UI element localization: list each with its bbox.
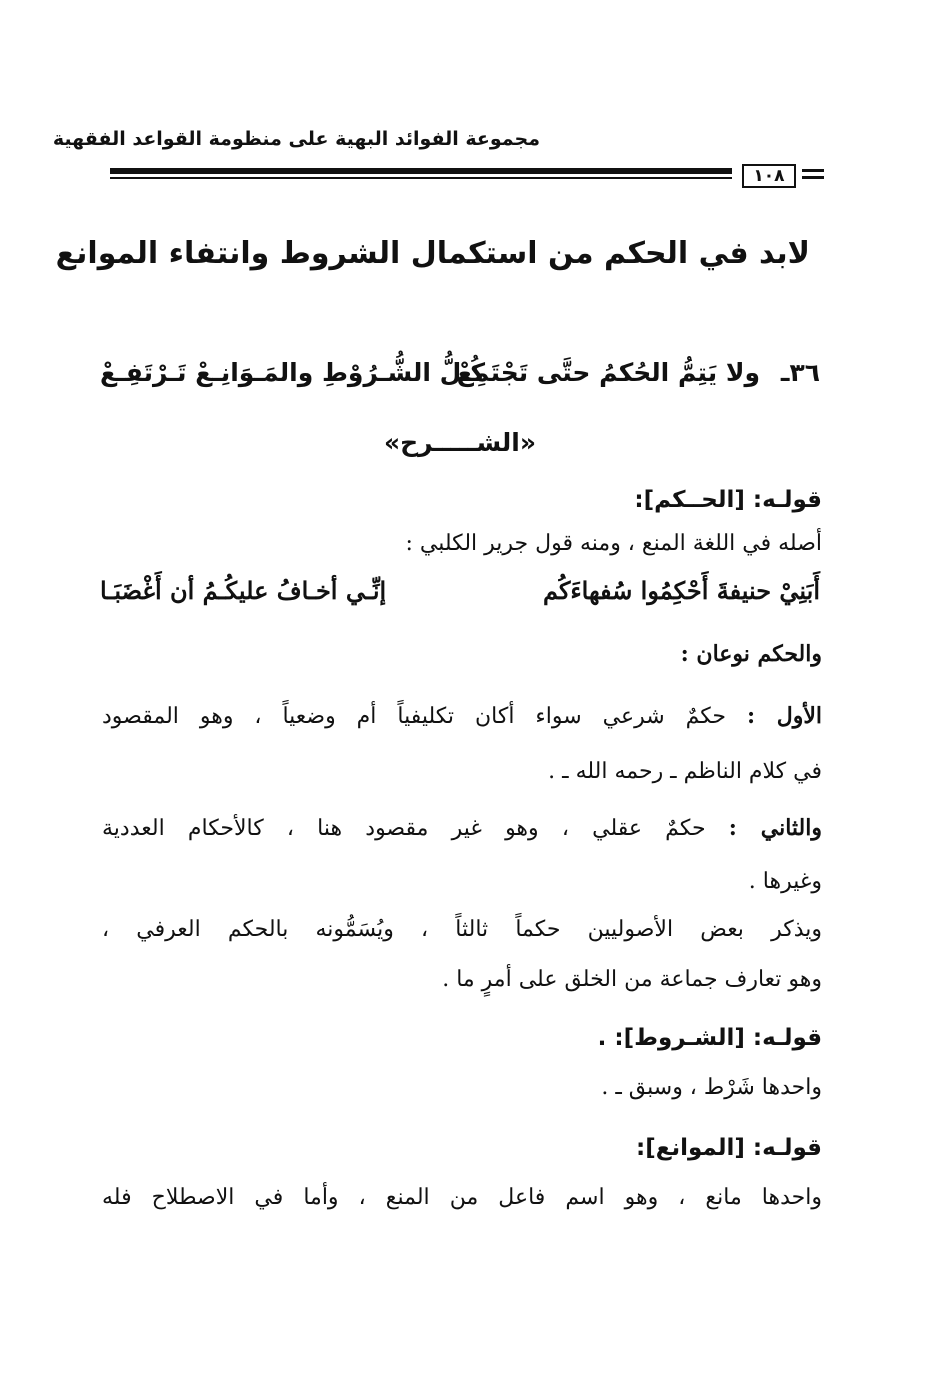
verse-hemistich-first: ولا يَتِمُّ الحُكمُ حتَّى تَجْتَمِعْ [456,358,760,387]
paragraph-line [102,700,822,733]
page-number-box: ١٠٨ [742,164,796,188]
poem-hemistich-second: إنِّـي أخـافُ عليكُـمُ أن أَغْضَبَـا [100,576,387,605]
running-header-title: مجموعة الفوائد البهية على منظومة القواعد الفقهية [52,128,540,150]
section-heading-hukm: قولـه: [الحــكم]: [634,487,822,513]
section-heading-mawani: قولـه: [الموانع]: [636,1135,822,1161]
header-rule-thin-line [110,177,732,179]
sharh-heading: «الشـــــرح» [384,428,536,457]
poem-verse [100,576,820,616]
paragraph-line: ويذكر بعض الأصوليين حكماً ثالثاً ، ويُسَمُّونه بالحكم العرفي ، [102,917,822,942]
verse-hemistich-second: كُـلُّ الشُّـرُوْطِ والمَـوَانِـعْ تَـرْتَفِـعْ [100,358,486,387]
header-rule [110,164,824,186]
header-rule-end-line [802,169,824,172]
paragraph-text: حكمٌ شرعي سواء أكان تكليفياً أم وضعياً ، وهو المقصود [102,704,726,729]
paragraph-line: والحكم نوعان : [680,641,822,667]
header-rule-thick-line [110,168,732,174]
verse-line [100,358,820,402]
header-rule-end-line [802,176,824,179]
paragraph-line: وغيرها . [748,869,822,894]
paragraph-line: واحدها مانع ، وهو اسم فاعل من المنع ، وأما في الاصطلاح فله [102,1185,822,1210]
paragraph-line: واحدها شَرْط ، وسبق ـ . [601,1075,822,1100]
paragraph-text: حكمٌ عقلي ، وهو غير مقصود هنا ، كالأحكام العددية [102,816,706,841]
paragraph-label: الأول : [746,703,822,729]
paragraph-line: وهو تعارف جماعة من الخلق على أمرٍ ما . [442,967,822,992]
chapter-title: لابد في الحكم من استكمال الشروط وانتفاء الموانع [55,236,810,271]
section-heading-shurut: قولـه: [الشـروط]: . [597,1025,822,1051]
paragraph-line: في كلام الناظم ـ رحمه الله ـ . [548,759,822,784]
verse-number: ٣٦ـ [780,358,820,387]
paragraph-line [102,812,822,845]
paragraph-line: أصله في اللغة المنع ، ومنه قول جرير الكلبي : [405,531,822,556]
paragraph-label: والثاني : [728,815,822,841]
poem-hemistich-first: أَبَنِيْ حنيفةَ أَحْكِمُوا سُفهاءَكُم [543,576,820,605]
